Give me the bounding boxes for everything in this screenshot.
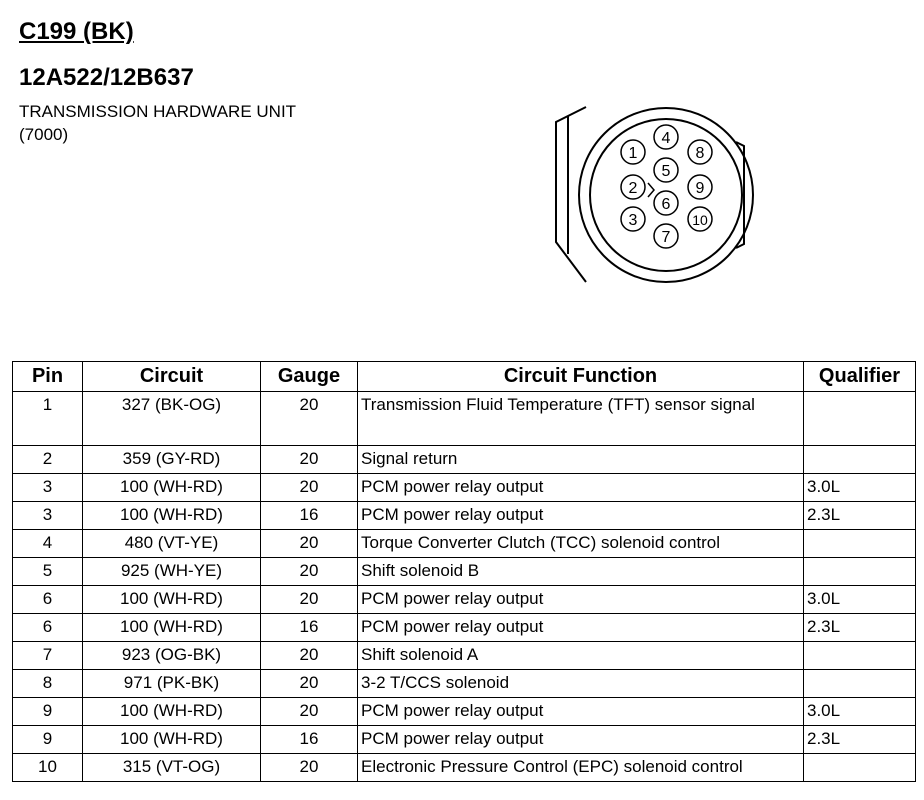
column-header-qualifier: Qualifier [804,362,916,392]
table-row [13,614,916,642]
connector-pin-label: 7 [661,229,671,246]
cell-function: PCM power relay output [358,698,804,726]
connector-id-heading: C199 (BK) [19,18,134,45]
cell-pin: 7 [13,642,83,670]
connector-pin-4 [654,125,678,149]
table-row [13,558,916,586]
component-name: TRANSMISSION HARDWARE UNIT [19,102,297,121]
cell-function: PCM power relay output [358,502,804,530]
cell-gauge: 20 [261,446,358,474]
table-row [13,530,916,558]
cell-qualifier: 2.3L [804,726,916,754]
component-reference: (7000) [19,125,69,144]
table-row [13,726,916,754]
connector-pin-label: 6 [661,196,671,213]
cell-circuit: 971 (PK-BK) [83,670,261,698]
cell-circuit: 923 (OG-BK) [83,642,261,670]
cell-qualifier: 3.0L [804,474,916,502]
cell-pin: 3 [13,502,83,530]
cell-pin: 2 [13,446,83,474]
cell-circuit: 925 (WH-YE) [83,558,261,586]
cell-function: Shift solenoid A [358,642,804,670]
cell-gauge: 20 [261,642,358,670]
pinout-table [12,361,916,782]
cell-circuit: 100 (WH-RD) [83,726,261,754]
table-row [13,670,916,698]
column-header-gauge: Gauge [261,362,358,392]
part-number-heading: 12A522/12B637 [19,64,194,91]
connector-pin-6 [654,191,678,215]
cell-qualifier [804,754,916,782]
connector-pin-label: 8 [695,145,705,162]
column-header-circuit: Circuit [83,362,261,392]
table-row [13,698,916,726]
column-header-function: Circuit Function [358,362,804,392]
cell-gauge: 20 [261,474,358,502]
connector-key-notch [648,183,654,197]
cell-circuit: 327 (BK-OG) [83,392,261,446]
connector-pin-label: 2 [628,180,638,197]
cell-qualifier [804,446,916,474]
cell-function: Signal return [358,446,804,474]
cell-circuit: 100 (WH-RD) [83,614,261,642]
cell-qualifier [804,670,916,698]
component-description [19,100,296,146]
cell-qualifier: 3.0L [804,698,916,726]
connector-pin-7 [654,224,678,248]
cell-qualifier [804,392,916,446]
connector-pin-label: 4 [661,130,671,147]
table-row [13,446,916,474]
connector-pin-label: 10 [692,212,708,228]
cell-qualifier [804,642,916,670]
connector-pin-8 [688,140,712,164]
cell-pin: 1 [13,392,83,446]
connector-pin-label: 9 [695,180,705,197]
cell-gauge: 16 [261,614,358,642]
cell-function: Torque Converter Clutch (TCC) solenoid control [358,530,804,558]
cell-function: 3-2 T/CCS solenoid [358,670,804,698]
table-row [13,586,916,614]
cell-gauge: 20 [261,754,358,782]
cell-function: Electronic Pressure Control (EPC) solenoid control [358,754,804,782]
cell-pin: 6 [13,586,83,614]
cell-pin: 8 [13,670,83,698]
table-header-row [13,362,916,392]
cell-gauge: 20 [261,558,358,586]
table-row [13,502,916,530]
cell-pin: 6 [13,614,83,642]
connector-housing-outline [556,107,586,282]
cell-circuit: 100 (WH-RD) [83,586,261,614]
cell-circuit: 100 (WH-RD) [83,474,261,502]
cell-circuit: 480 (VT-YE) [83,530,261,558]
cell-circuit: 100 (WH-RD) [83,502,261,530]
cell-function: Transmission Fluid Temperature (TFT) sensor signal [358,392,804,446]
connector-pin-1 [621,140,645,164]
connector-pin-9 [688,175,712,199]
cell-pin: 5 [13,558,83,586]
cell-pin: 9 [13,698,83,726]
cell-qualifier: 2.3L [804,614,916,642]
connector-pin-5 [654,158,678,182]
connector-pin-label: 1 [628,145,638,162]
cell-gauge: 20 [261,698,358,726]
cell-qualifier [804,530,916,558]
cell-gauge: 16 [261,726,358,754]
table-row [13,474,916,502]
cell-qualifier [804,558,916,586]
cell-function: PCM power relay output [358,726,804,754]
connector-pin-10 [688,207,712,231]
table-row [13,392,916,446]
connector-pin-3 [621,207,645,231]
cell-circuit: 359 (GY-RD) [83,446,261,474]
connector-pin-label: 3 [628,212,638,229]
cell-gauge: 20 [261,670,358,698]
cell-function: Shift solenoid B [358,558,804,586]
table-row [13,642,916,670]
cell-pin: 10 [13,754,83,782]
cell-qualifier: 3.0L [804,586,916,614]
cell-circuit: 100 (WH-RD) [83,698,261,726]
connector-pin-label: 5 [661,163,671,180]
cell-circuit: 315 (VT-OG) [83,754,261,782]
connector-face-diagram [548,104,778,288]
table-row [13,754,916,782]
cell-pin: 9 [13,726,83,754]
cell-pin: 3 [13,474,83,502]
column-header-pin: Pin [13,362,83,392]
connector-pin-2 [621,175,645,199]
cell-gauge: 16 [261,502,358,530]
cell-gauge: 20 [261,586,358,614]
cell-function: PCM power relay output [358,586,804,614]
cell-function: PCM power relay output [358,614,804,642]
cell-gauge: 20 [261,530,358,558]
cell-function: PCM power relay output [358,474,804,502]
cell-qualifier: 2.3L [804,502,916,530]
cell-gauge: 20 [261,392,358,446]
cell-pin: 4 [13,530,83,558]
